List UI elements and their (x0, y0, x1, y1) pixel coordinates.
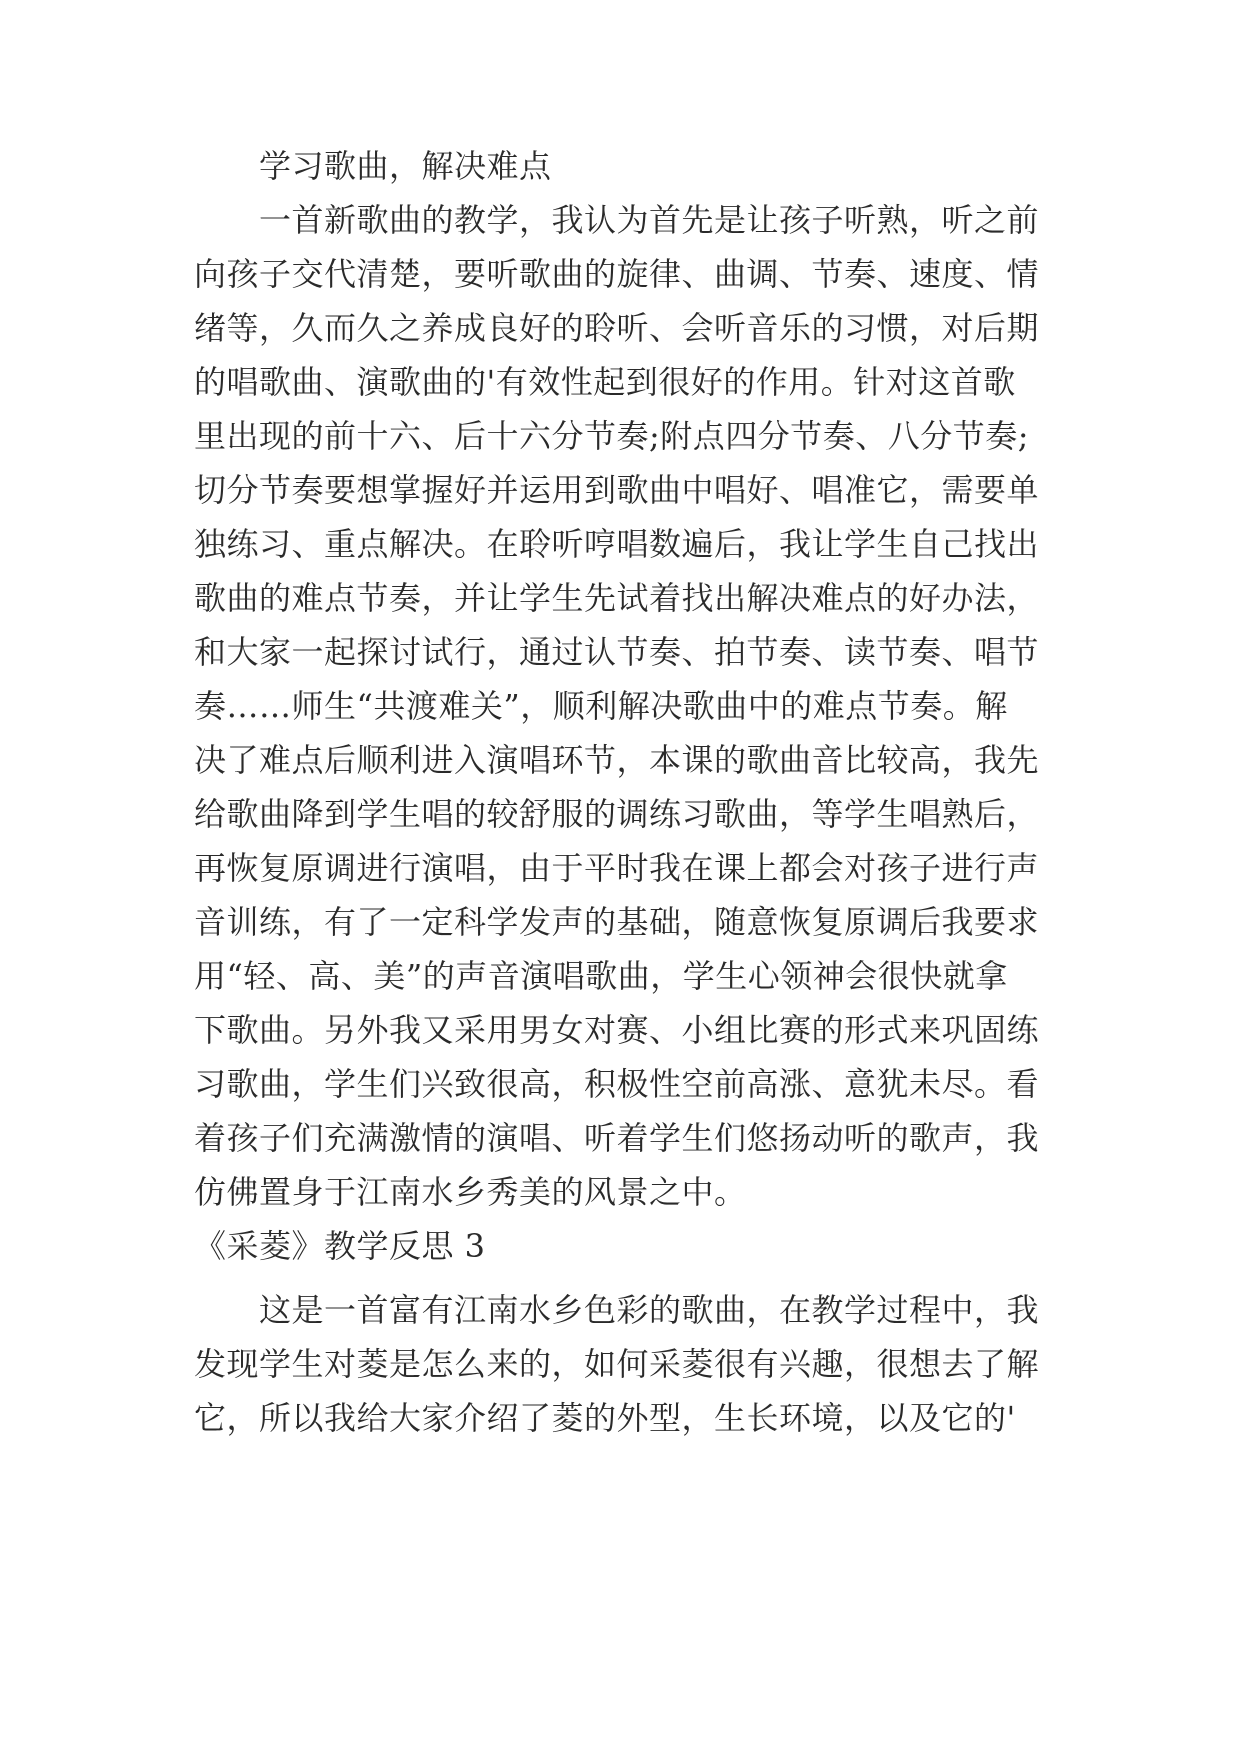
paragraph-line: 奏……师生“共渡难关”，顺利解决歌曲中的难点节奏。解 (194, 687, 1008, 725)
paragraph-line: 里出现的前十六、后十六分节奏;附点四分节奏、八分节奏; (194, 417, 1030, 455)
paragraph-line: 习歌曲，学生们兴致很高，积极性空前高涨、意犹未尽。看 (194, 1065, 1040, 1103)
paragraph-line: 发现学生对菱是怎么来的，如何采菱很有兴趣，很想去了解 (194, 1345, 1040, 1383)
paragraph-line: 独练习、重点解决。在聆听哼唱数遍后，我让学生自己找出 (194, 525, 1040, 563)
paragraph-line: 给歌曲降到学生唱的较舒服的调练习歌曲，等学生唱熟后， (194, 795, 1040, 833)
paragraph-line: 决了难点后顺利进入演唱环节，本课的歌曲音比较高，我先 (194, 741, 1040, 779)
paragraph-line: 歌曲的难点节奏，并让学生先试着找出解决难点的好办法， (194, 579, 1040, 617)
paragraph-line: 一首新歌曲的教学，我认为首先是让孩子听熟，听之前 (259, 201, 1040, 239)
paragraph-line: 着孩子们充满激情的演唱、听着学生们悠扬动听的歌声，我 (194, 1119, 1040, 1157)
paragraph-line: 和大家一起探讨试行，通过认节奏、拍节奏、读节奏、唱节 (194, 633, 1040, 671)
paragraph-line: 用“轻、高、美”的声音演唱歌曲，学生心领神会很快就拿 (194, 957, 1008, 995)
paragraph-line: 切分节奏要想掌握好并运用到歌曲中唱好、唱准它，需要单 (194, 471, 1040, 509)
paragraph-line: 的唱歌曲、演歌曲的'有效性起到很好的作用。针对这首歌 (194, 363, 1016, 401)
paragraph-line: 仿佛置身于江南水乡秀美的风景之中。 (194, 1173, 747, 1211)
section-heading: 《采菱》教学反思 3 (194, 1227, 486, 1265)
paragraph-line: 这是一首富有江南水乡色彩的歌曲，在教学过程中，我 (259, 1291, 1040, 1329)
paragraph-line: 下歌曲。另外我又采用男女对赛、小组比赛的形式来巩固练 (194, 1011, 1040, 1049)
paragraph-line: 音训练，有了一定科学发声的基础，随意恢复原调后我要求 (194, 903, 1040, 941)
paragraph-line: 再恢复原调进行演唱，由于平时我在课上都会对孩子进行声 (194, 849, 1040, 887)
subheading: 学习歌曲，解决难点 (259, 147, 552, 185)
paragraph-line: 绪等，久而久之养成良好的聆听、会听音乐的习惯，对后期 (194, 309, 1040, 347)
paragraph-line: 向孩子交代清楚，要听歌曲的旋律、曲调、节奏、速度、情 (194, 255, 1040, 293)
paragraph-line: 它，所以我给大家介绍了菱的外型，生长环境，以及它的' (194, 1399, 1016, 1437)
